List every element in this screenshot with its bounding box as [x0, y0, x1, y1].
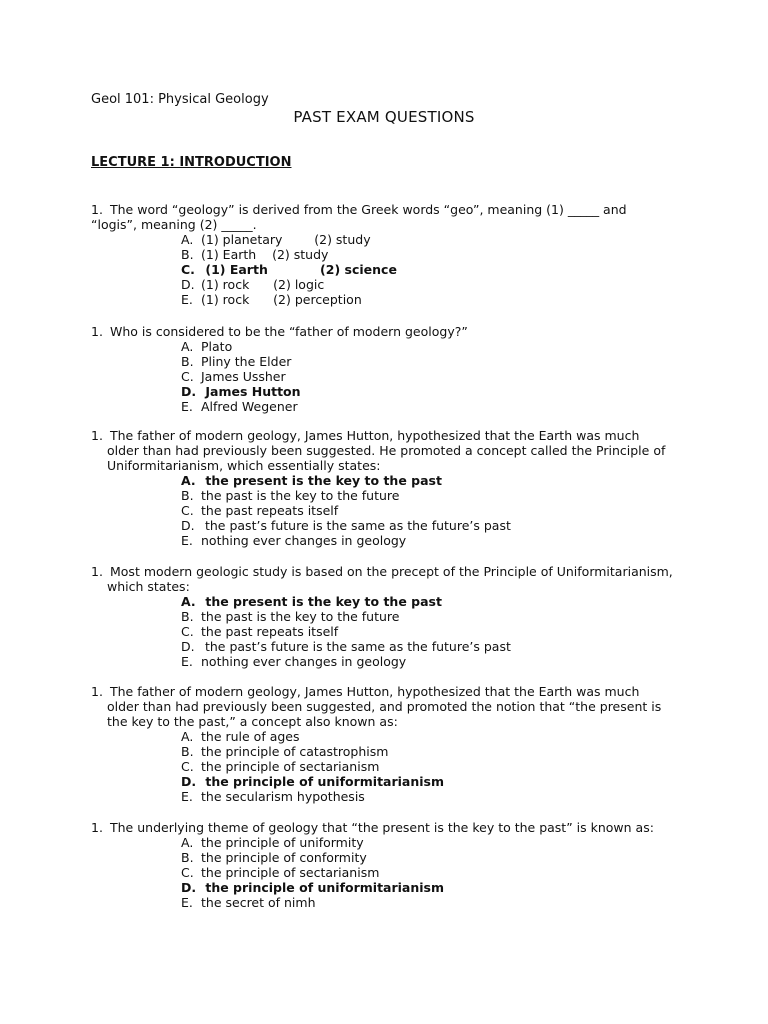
- question-text-line: [91, 217, 691, 232]
- question-number: 1.: [91, 324, 103, 339]
- option-text: the principle of sectarianism: [201, 759, 380, 774]
- option-text: the present is the key to the past: [201, 594, 442, 609]
- answer-option: [91, 533, 691, 548]
- question-text: older than had previously been suggested. He promoted a concept called the Principle of: [107, 443, 666, 458]
- option-letter: C.: [181, 262, 195, 277]
- question-item: [91, 564, 691, 669]
- option-letter: C.: [181, 624, 194, 639]
- option-text: the past repeats itself: [201, 503, 339, 518]
- answer-option: [91, 609, 691, 624]
- option-letter: A.: [181, 339, 194, 354]
- question-text: The word “geology” is derived from the Greek words “geo”, meaning (1) _____ and: [110, 202, 627, 217]
- option-text: the principle of uniformitarianism: [201, 880, 445, 895]
- answer-option: [91, 850, 691, 865]
- answer-option: [91, 292, 691, 307]
- question-item: [91, 202, 691, 307]
- option-text: the principle of uniformitarianism: [201, 774, 445, 789]
- question-text: Most modern geologic study is based on the precept of the Principle of Uniformitarianism,: [110, 564, 673, 579]
- option-letter: D.: [181, 277, 195, 292]
- option-letter: E.: [181, 292, 193, 307]
- option-letter: D.: [181, 639, 195, 654]
- question-text-line: [91, 324, 691, 339]
- option-letter: B.: [181, 488, 194, 503]
- page-title: PAST EXAM QUESTIONS: [293, 108, 475, 126]
- answer-option-correct: [91, 262, 691, 277]
- option-letter: E.: [181, 895, 193, 910]
- answer-options: [91, 339, 691, 414]
- option-text: the secularism hypothesis: [201, 789, 365, 804]
- answer-option-correct: [91, 594, 691, 609]
- answer-option: [91, 354, 691, 369]
- answer-option: [91, 654, 691, 669]
- answer-option: [91, 865, 691, 880]
- option-text: the past is the key to the future: [201, 488, 400, 503]
- option-text: James Ussher: [201, 369, 286, 384]
- answer-option: [91, 789, 691, 804]
- option-text: (1) rock (2) logic: [201, 277, 325, 292]
- answer-option: [91, 399, 691, 414]
- answer-options: [91, 473, 691, 548]
- option-letter: C.: [181, 865, 194, 880]
- option-text: nothing ever changes in geology: [201, 654, 407, 669]
- option-text: the principle of catastrophism: [201, 744, 389, 759]
- answer-option: [91, 835, 691, 850]
- option-letter: B.: [181, 247, 194, 262]
- option-letter: E.: [181, 789, 193, 804]
- question-stem: [91, 324, 691, 339]
- answer-option-correct: [91, 473, 691, 488]
- question-text: The father of modern geology, James Hutton, hypothesized that the Earth was much: [110, 428, 640, 443]
- option-letter: D.: [181, 518, 195, 533]
- option-letter: A.: [181, 594, 196, 609]
- option-text: James Hutton: [201, 384, 301, 399]
- question-number: 1.: [91, 820, 103, 835]
- option-letter: D.: [181, 774, 197, 789]
- question-text: older than had previously been suggested, and promoted the notion that “the present is: [107, 699, 662, 714]
- option-letter: B.: [181, 744, 194, 759]
- answer-options: [91, 729, 691, 804]
- question-text-line: [91, 428, 691, 443]
- option-text: Alfred Wegener: [201, 399, 298, 414]
- question-number: 1.: [91, 428, 103, 443]
- question-stem: [91, 820, 691, 835]
- option-text: the past’s future is the same as the future’s past: [201, 639, 511, 654]
- answer-option: [91, 759, 691, 774]
- question-stem: [91, 564, 691, 594]
- question-text: Uniformitarianism, which essentially states:: [107, 458, 381, 473]
- option-letter: D.: [181, 880, 197, 895]
- answer-option: [91, 277, 691, 292]
- option-letter: E.: [181, 654, 193, 669]
- option-text: (1) rock (2) perception: [201, 292, 362, 307]
- question-text: the key to the past,” a concept also known as:: [107, 714, 398, 729]
- option-text: the principle of sectarianism: [201, 865, 380, 880]
- answer-option: [91, 624, 691, 639]
- answer-option: [91, 895, 691, 910]
- question-text-line: [91, 820, 691, 835]
- answer-option: [91, 729, 691, 744]
- question-text-line: [91, 443, 691, 458]
- question-number: 1.: [91, 564, 103, 579]
- option-text: the principle of uniformity: [201, 835, 364, 850]
- question-item: [91, 684, 691, 804]
- lecture-heading: LECTURE 1: INTRODUCTION: [91, 155, 292, 170]
- answer-option: [91, 232, 691, 247]
- answer-option: [91, 488, 691, 503]
- option-letter: A.: [181, 729, 194, 744]
- question-text-line: [91, 699, 691, 714]
- answer-options: [91, 594, 691, 669]
- option-letter: B.: [181, 609, 194, 624]
- question-text-line: [91, 202, 691, 217]
- option-letter: A.: [181, 232, 194, 247]
- answer-option-correct: [91, 384, 691, 399]
- option-text: the principle of conformity: [201, 850, 367, 865]
- question-text: which states:: [107, 579, 190, 594]
- question-text-line: [91, 579, 691, 594]
- option-letter: E.: [181, 399, 193, 414]
- option-text: (1) Earth (2) study: [201, 247, 329, 262]
- question-item: [91, 428, 691, 548]
- answer-option: [91, 369, 691, 384]
- question-number: 1.: [91, 202, 103, 217]
- answer-option: [91, 503, 691, 518]
- option-text: the past’s future is the same as the future’s past: [201, 518, 511, 533]
- question-text-line: [91, 458, 691, 473]
- answer-option-correct: [91, 774, 691, 789]
- answer-option: [91, 744, 691, 759]
- question-text-line: [91, 684, 691, 699]
- option-letter: B.: [181, 354, 194, 369]
- option-text: nothing ever changes in geology: [201, 533, 407, 548]
- question-stem: [91, 684, 691, 729]
- answer-option: [91, 247, 691, 262]
- option-letter: C.: [181, 759, 194, 774]
- option-text: Plato: [201, 339, 233, 354]
- option-letter: A.: [181, 473, 196, 488]
- option-letter: C.: [181, 369, 194, 384]
- question-item: [91, 820, 691, 910]
- option-letter: C.: [181, 503, 194, 518]
- answer-options: [91, 232, 691, 307]
- question-stem: [91, 202, 691, 232]
- answer-option-correct: [91, 880, 691, 895]
- option-letter: E.: [181, 533, 193, 548]
- question-number: 1.: [91, 684, 103, 699]
- question-text: The father of modern geology, James Hutton, hypothesized that the Earth was much: [110, 684, 640, 699]
- option-text: (1) Earth (2) science: [201, 262, 397, 277]
- option-letter: B.: [181, 850, 194, 865]
- option-text: the past repeats itself: [201, 624, 339, 639]
- option-letter: A.: [181, 835, 194, 850]
- question-text: “logis”, meaning (2) _____.: [91, 217, 257, 232]
- answer-option: [91, 639, 691, 654]
- option-text: (1) planetary (2) study: [201, 232, 371, 247]
- question-text: Who is considered to be the “father of modern geology?”: [110, 324, 468, 339]
- question-stem: [91, 428, 691, 473]
- question-text-line: [91, 714, 691, 729]
- option-text: the past is the key to the future: [201, 609, 400, 624]
- option-text: the present is the key to the past: [201, 473, 442, 488]
- option-text: the secret of nimh: [201, 895, 316, 910]
- question-item: [91, 324, 691, 414]
- option-letter: D.: [181, 384, 197, 399]
- answer-options: [91, 835, 691, 910]
- answer-option: [91, 518, 691, 533]
- option-text: the rule of ages: [201, 729, 300, 744]
- answer-option: [91, 339, 691, 354]
- question-text: The underlying theme of geology that “the present is the key to the past” is known as:: [110, 820, 654, 835]
- course-name: Geol 101: Physical Geology: [91, 92, 269, 107]
- question-text-line: [91, 564, 691, 579]
- option-text: Pliny the Elder: [201, 354, 292, 369]
